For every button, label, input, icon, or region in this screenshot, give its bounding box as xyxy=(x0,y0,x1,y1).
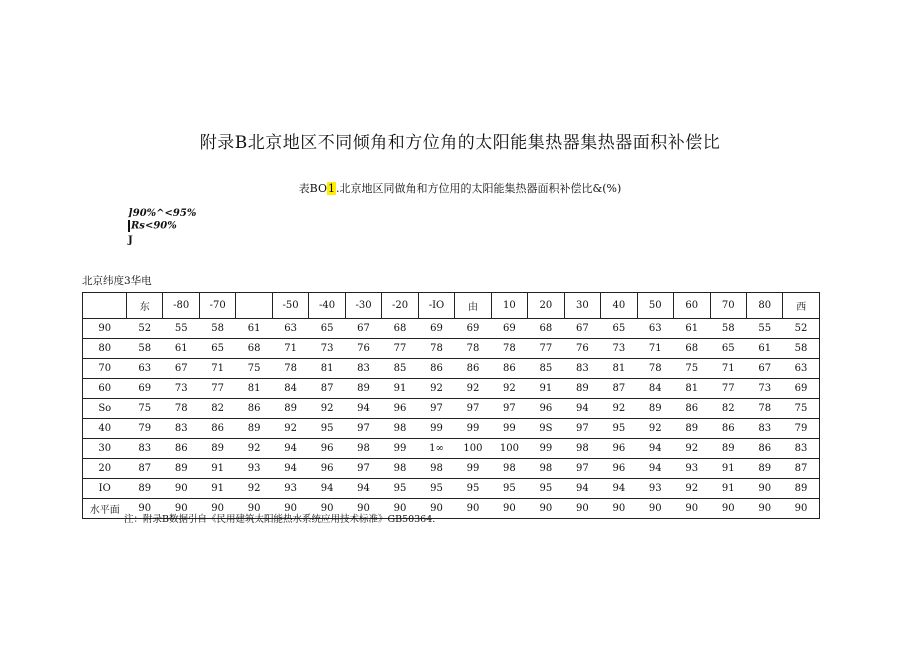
table-cell: 94 xyxy=(345,479,381,499)
table-cell: 86 xyxy=(455,359,491,379)
table-row xyxy=(83,479,820,499)
table-cell: 99 xyxy=(455,459,491,479)
table-cell: 92 xyxy=(637,419,673,439)
table-cell: 63 xyxy=(272,319,308,339)
table-cell: 90 xyxy=(528,499,564,519)
table-cell: 90 xyxy=(382,499,418,519)
table-row xyxy=(83,419,820,439)
table-cell: 69 xyxy=(418,319,454,339)
table-cell: 75 xyxy=(127,399,163,419)
table-cell: 61 xyxy=(236,319,272,339)
table-cell: 1∞ xyxy=(418,439,454,459)
legend-line-2: Rs<90% xyxy=(128,220,196,233)
table-cell: 90 xyxy=(345,499,381,519)
table-cell: 83 xyxy=(783,439,820,459)
table-row xyxy=(83,319,820,339)
header-cell: 80 xyxy=(746,293,782,319)
table-cell: 67 xyxy=(746,359,782,379)
legend-bar-icon xyxy=(128,220,130,232)
table-cell: 86 xyxy=(746,439,782,459)
legend-line-3: J xyxy=(128,234,133,246)
header-cell: 40 xyxy=(601,293,637,319)
footnote: 注：附录B数据引自《民用建筑太阳能热水系统应用技术标准》GB50364. xyxy=(124,514,436,525)
table-cell: 77 xyxy=(528,339,564,359)
table-cell: 78 xyxy=(163,399,199,419)
table-cell: 98 xyxy=(564,439,600,459)
row-label: 30 xyxy=(83,439,127,459)
table-cell: 9S xyxy=(528,419,564,439)
table-row xyxy=(83,339,820,359)
table-cell: 95 xyxy=(309,419,345,439)
table-cell: 98 xyxy=(528,459,564,479)
table-cell: 90 xyxy=(783,499,820,519)
header-cell: 50 xyxy=(637,293,673,319)
table-cell: 84 xyxy=(272,379,308,399)
table-cell: 90 xyxy=(491,499,527,519)
header-cell: 由 xyxy=(455,293,491,319)
table-cell: 95 xyxy=(455,479,491,499)
table-cell: 91 xyxy=(528,379,564,399)
row-label: 90 xyxy=(83,319,127,339)
table-cell: 98 xyxy=(382,419,418,439)
table-cell: 86 xyxy=(236,399,272,419)
table-cell: 98 xyxy=(418,459,454,479)
table-cell: 93 xyxy=(674,459,710,479)
table-cell: 78 xyxy=(418,339,454,359)
table-cell: 85 xyxy=(382,359,418,379)
table-cell: 65 xyxy=(309,319,345,339)
table-cell: 83 xyxy=(163,419,199,439)
table-cell: 67 xyxy=(564,319,600,339)
table-cell: 65 xyxy=(710,339,746,359)
table-cell: 98 xyxy=(491,459,527,479)
table-cell: 83 xyxy=(127,439,163,459)
header-cell: -70 xyxy=(199,293,235,319)
header-cell: 30 xyxy=(564,293,600,319)
table-cell: 94 xyxy=(272,459,308,479)
header-cell: 70 xyxy=(710,293,746,319)
table-header-row xyxy=(83,293,820,319)
table-cell: 67 xyxy=(163,359,199,379)
table-row xyxy=(83,399,820,419)
table-cell: 83 xyxy=(345,359,381,379)
caption-rest: .北京地区同做角和方位用的太阳能集热器面积补偿比&(%) xyxy=(335,182,622,195)
table-cell: 76 xyxy=(564,339,600,359)
table-cell: 90 xyxy=(746,499,782,519)
header-cell: -80 xyxy=(163,293,199,319)
table-cell: 89 xyxy=(199,439,235,459)
table-cell: 94 xyxy=(309,479,345,499)
table-cell: 68 xyxy=(674,339,710,359)
table-cell: 97 xyxy=(564,459,600,479)
table-cell: 75 xyxy=(783,399,820,419)
header-cell: -20 xyxy=(382,293,418,319)
row-label: 水平面 xyxy=(83,499,127,519)
table-cell: 90 xyxy=(163,479,199,499)
table-cell: 90 xyxy=(127,499,163,519)
table-cell: 90 xyxy=(601,499,637,519)
header-cell: 60 xyxy=(674,293,710,319)
table-cell: 96 xyxy=(309,439,345,459)
table-cell: 91 xyxy=(710,479,746,499)
table-cell: 92 xyxy=(272,419,308,439)
table-cell: 99 xyxy=(418,419,454,439)
header-cell: -30 xyxy=(345,293,381,319)
table-cell: 73 xyxy=(601,339,637,359)
table-cell: 61 xyxy=(746,339,782,359)
table-cell: 63 xyxy=(637,319,673,339)
table-cell: 73 xyxy=(746,379,782,399)
table-cell: 92 xyxy=(236,439,272,459)
table-cell: 55 xyxy=(746,319,782,339)
table-cell: 58 xyxy=(783,339,820,359)
table-row xyxy=(83,459,820,479)
table-cell: 86 xyxy=(674,399,710,419)
table-cell: 58 xyxy=(127,339,163,359)
table-cell: 90 xyxy=(309,499,345,519)
header-cell: 10 xyxy=(491,293,527,319)
table-cell: 89 xyxy=(236,419,272,439)
table-cell: 92 xyxy=(455,379,491,399)
table-cell: 94 xyxy=(345,399,381,419)
table-cell: 67 xyxy=(345,319,381,339)
table-cell: 90 xyxy=(637,499,673,519)
table-cell: 92 xyxy=(236,479,272,499)
table-cell: 65 xyxy=(199,339,235,359)
table-cell: 69 xyxy=(783,379,820,399)
table-cell: 77 xyxy=(382,339,418,359)
table-cell: 75 xyxy=(674,359,710,379)
table-cell: 78 xyxy=(455,339,491,359)
table-cell: 89 xyxy=(163,459,199,479)
table-cell: 97 xyxy=(491,399,527,419)
table-cell: 81 xyxy=(601,359,637,379)
table-cell: 94 xyxy=(637,439,673,459)
table-cell: 81 xyxy=(236,379,272,399)
table-cell: 85 xyxy=(528,359,564,379)
table-cell: 81 xyxy=(309,359,345,379)
header-cell: 20 xyxy=(528,293,564,319)
table-cell: 95 xyxy=(491,479,527,499)
table-cell: 63 xyxy=(783,359,820,379)
table-cell: 91 xyxy=(710,459,746,479)
table-cell: 99 xyxy=(455,419,491,439)
table-cell: 86 xyxy=(418,359,454,379)
table-cell: 100 xyxy=(491,439,527,459)
table-cell: 61 xyxy=(674,319,710,339)
table-cell: 86 xyxy=(199,419,235,439)
table-cell: 91 xyxy=(199,459,235,479)
table-cell: 89 xyxy=(746,459,782,479)
table-cell: 71 xyxy=(199,359,235,379)
table-cell: 100 xyxy=(455,439,491,459)
row-label: 60 xyxy=(83,379,127,399)
table-cell: 95 xyxy=(528,479,564,499)
table-cell: 96 xyxy=(382,399,418,419)
table-cell: 97 xyxy=(345,459,381,479)
table-cell: 69 xyxy=(455,319,491,339)
table-cell: 86 xyxy=(710,419,746,439)
table-cell: 90 xyxy=(199,499,235,519)
compensation-table xyxy=(82,292,820,519)
table-cell: 77 xyxy=(199,379,235,399)
table-cell: 94 xyxy=(637,459,673,479)
table-cell: 90 xyxy=(710,499,746,519)
table-cell: 89 xyxy=(674,419,710,439)
table-cell: 96 xyxy=(601,459,637,479)
legend-line-1: ]90%^<95% xyxy=(128,208,197,219)
header-corner xyxy=(83,293,127,319)
table-cell: 82 xyxy=(710,399,746,419)
table-row xyxy=(83,379,820,399)
table-cell: 90 xyxy=(746,479,782,499)
table-cell: 98 xyxy=(345,439,381,459)
table-cell: 86 xyxy=(163,439,199,459)
table-cell: 97 xyxy=(418,399,454,419)
table-cell: 82 xyxy=(199,399,235,419)
table-cell: 69 xyxy=(127,379,163,399)
latitude-label: 北京纬度3华电 xyxy=(82,275,152,287)
table-cell: 87 xyxy=(783,459,820,479)
table-cell: 87 xyxy=(601,379,637,399)
table-cell: 89 xyxy=(345,379,381,399)
row-label: 70 xyxy=(83,359,127,379)
table-cell: 92 xyxy=(491,379,527,399)
table-cell: 89 xyxy=(637,399,673,419)
table-cell: 58 xyxy=(199,319,235,339)
table-cell: 96 xyxy=(528,399,564,419)
table-cell: 91 xyxy=(382,379,418,399)
table-cell: 83 xyxy=(564,359,600,379)
table-cell: 52 xyxy=(783,319,820,339)
table-cell: 96 xyxy=(309,459,345,479)
table-cell: 89 xyxy=(564,379,600,399)
table-cell: 98 xyxy=(382,459,418,479)
table-cell: 92 xyxy=(601,399,637,419)
header-cell xyxy=(236,293,272,319)
table-cell: 92 xyxy=(309,399,345,419)
table-cell: 90 xyxy=(564,499,600,519)
table-cell: 93 xyxy=(637,479,673,499)
table-cell: 86 xyxy=(491,359,527,379)
table-caption xyxy=(0,180,920,196)
table-cell: 94 xyxy=(272,439,308,459)
table-cell: 90 xyxy=(272,499,308,519)
table-cell: 71 xyxy=(710,359,746,379)
table-cell: 78 xyxy=(491,339,527,359)
table-row xyxy=(83,439,820,459)
table-cell: 52 xyxy=(127,319,163,339)
header-cell: 西 xyxy=(783,293,820,319)
table-cell: 63 xyxy=(127,359,163,379)
table-cell: 76 xyxy=(345,339,381,359)
table-cell: 99 xyxy=(491,419,527,439)
table-cell: 78 xyxy=(637,359,673,379)
table-cell: 71 xyxy=(272,339,308,359)
table-cell: 58 xyxy=(710,319,746,339)
table-cell: 68 xyxy=(528,319,564,339)
table-cell: 89 xyxy=(710,439,746,459)
table-cell: 97 xyxy=(564,419,600,439)
table-cell: 89 xyxy=(272,399,308,419)
row-label: So xyxy=(83,399,127,419)
row-label: 20 xyxy=(83,459,127,479)
table-cell: 95 xyxy=(382,479,418,499)
table-cell: 90 xyxy=(418,499,454,519)
table-cell: 89 xyxy=(127,479,163,499)
table-cell: 95 xyxy=(418,479,454,499)
table-cell: 89 xyxy=(783,479,820,499)
table-cell: 94 xyxy=(601,479,637,499)
table-cell: 68 xyxy=(382,319,418,339)
table-cell: 99 xyxy=(528,439,564,459)
table-cell: 99 xyxy=(382,439,418,459)
table-cell: 68 xyxy=(236,339,272,359)
table-cell: 75 xyxy=(236,359,272,379)
table-cell: 73 xyxy=(163,379,199,399)
table-cell: 92 xyxy=(674,439,710,459)
caption-prefix: 表BO xyxy=(298,182,327,195)
table-row xyxy=(83,359,820,379)
table-cell: 71 xyxy=(637,339,673,359)
table-cell: 90 xyxy=(163,499,199,519)
table-cell: 90 xyxy=(455,499,491,519)
header-cell: -40 xyxy=(309,293,345,319)
legend xyxy=(128,208,196,247)
table-cell: 92 xyxy=(674,479,710,499)
table-cell: 79 xyxy=(783,419,820,439)
table-cell: 78 xyxy=(272,359,308,379)
table-cell: 94 xyxy=(564,479,600,499)
table-cell: 90 xyxy=(236,499,272,519)
header-cell: 东 xyxy=(127,293,163,319)
table-cell: 61 xyxy=(163,339,199,359)
row-label: 80 xyxy=(83,339,127,359)
row-label: IO xyxy=(83,479,127,499)
table-cell: 87 xyxy=(127,459,163,479)
table-cell: 87 xyxy=(309,379,345,399)
table-cell: 96 xyxy=(601,439,637,459)
table-cell: 73 xyxy=(309,339,345,359)
header-cell: -IO xyxy=(418,293,454,319)
table-cell: 91 xyxy=(199,479,235,499)
table-cell: 93 xyxy=(272,479,308,499)
table-cell: 78 xyxy=(746,399,782,419)
table-cell: 79 xyxy=(127,419,163,439)
table-cell: 92 xyxy=(418,379,454,399)
table-cell: 81 xyxy=(674,379,710,399)
table-cell: 94 xyxy=(564,399,600,419)
row-label: 40 xyxy=(83,419,127,439)
table-cell: 55 xyxy=(163,319,199,339)
table-cell: 95 xyxy=(601,419,637,439)
table-cell: 65 xyxy=(601,319,637,339)
table-cell: 83 xyxy=(746,419,782,439)
table-cell: 77 xyxy=(710,379,746,399)
table-cell: 93 xyxy=(236,459,272,479)
table-cell: 90 xyxy=(674,499,710,519)
caption-highlight: 1 xyxy=(327,182,335,195)
page-title: 附录B北京地区不同倾角和方位角的太阳能集热器集热器面积补偿比 xyxy=(199,133,721,153)
table-cell: 97 xyxy=(345,419,381,439)
table-cell: 97 xyxy=(455,399,491,419)
table-cell: 69 xyxy=(491,319,527,339)
header-cell: -50 xyxy=(272,293,308,319)
table-cell: 84 xyxy=(637,379,673,399)
